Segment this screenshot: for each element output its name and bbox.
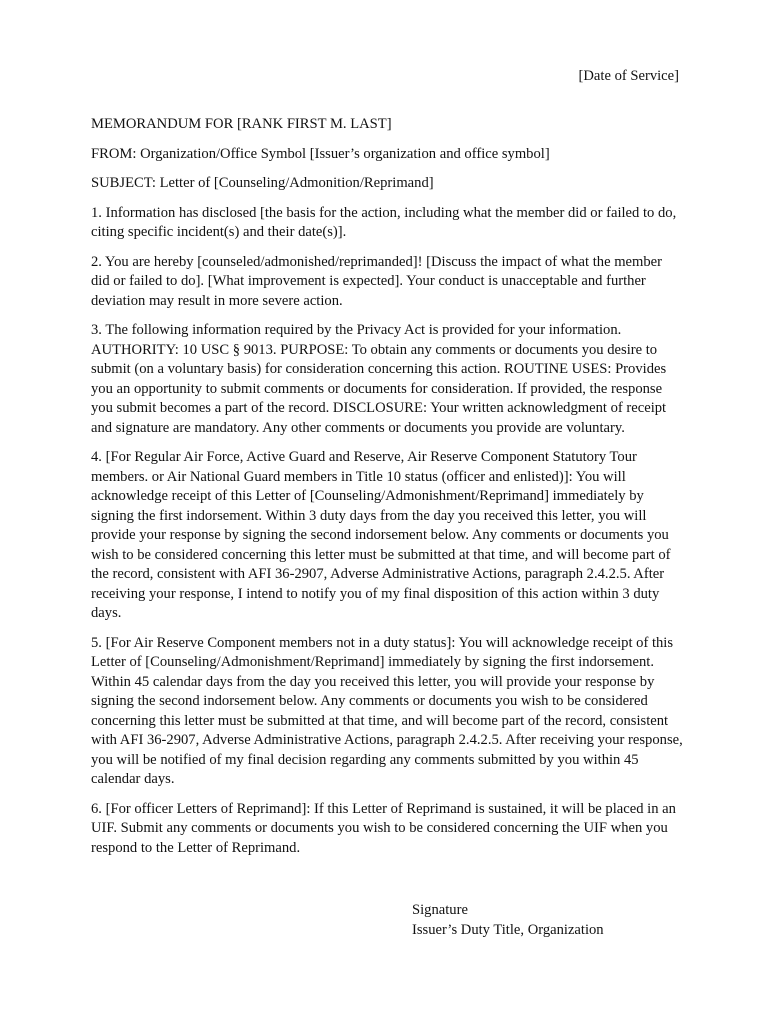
paragraph-1: 1. Information has disclosed [the basis for the action, including what the member did or failed to do, citing specific incident(s) and their date(s)]. — [91, 204, 677, 240]
memo-body — [91, 115, 683, 868]
paragraph-2: 2. You are hereby [counseled/admonished/reprimanded]! [Discuss the impact of what the member did or failed to do]. [What improvement is expected]. Your conduct is unacceptable and further deviation may result in more severe action. — [91, 253, 663, 309]
signature-line: Signature — [412, 902, 468, 918]
paragraph-3: 3. The following information required by the Privacy Act is provided for your information. AUTHORITY: 10 USC § 9013. PURPOSE: To obtain any comments or documents you desire to submit (on a voluntary basis) for consideration concerning this action. ROUTINE USES: Provides you an opportunity to submit comments or documents for consideration. If provided, the response you submit becomes a part of the record. DISCLOSURE: Your written acknowledgment of receipt and signature are mandatory. Any other comments or documents you provide are voluntary. — [91, 322, 667, 436]
memorandum-for-line: MEMORANDUM FOR [RANK FIRST M. LAST] — [91, 116, 392, 132]
paragraph-6: 6. [For officer Letters of Reprimand]: If this Letter of Reprimand is sustained, it will be placed in an UIF. Submit any comments or documents you wish to be considered concerning the UIF when you respond to the Letter of Reprimand. — [91, 800, 676, 856]
signature-block — [412, 901, 604, 940]
signature-title: Issuer’s Duty Title, Organization — [412, 921, 604, 938]
from-line: FROM: Organization/Office Symbol [Issuer’s organization and office symbol] — [91, 145, 550, 162]
date-of-service: [Date of Service] — [578, 68, 679, 84]
subject-line: SUBJECT: Letter of [Counseling/Admonition/Reprimand] — [91, 175, 434, 191]
paragraph-4: 4. [For Regular Air Force, Active Guard and Reserve, Air Reserve Component Statutory Tour members. or Air National Guard members in Title 10 status (officer and enlisted)]: You will acknowledge receipt of this Letter of [Counseling/Admonishment/Reprimand] immediately by signing the first indorsement. Within 3 duty days from the day you received this letter, you will provide your response by signing the second indorsement below. Any comments or documents you wish to be considered concerning this letter must be submitted at that time, and will become part of the record, consistent with AFI 36-2907, Adverse Administrative Actions, paragraph 2.4.2.5. After receiving your response, I intend to notify you of my final disposition of this action within 3 duty days. — [91, 449, 671, 621]
paragraph-5: 5. [For Air Reserve Component members not in a duty status]: You will acknowledge receipt of this Letter of [Counseling/Admonishment/Reprimand] immediately by signing the first indorsement. Within 45 calendar days from the day you received this letter, you will provide your response by signing the second indorsement below. Any comments or documents you wish to be considered concerning this letter must be submitted at that time, and will become part of the record, consistent with AFI 36-2907, Adverse Administrative Actions, paragraph 2.4.2.5. After receiving your response, you will be notified of my final decision regarding any comments submitted by you within 45 calendar days. — [91, 634, 683, 787]
